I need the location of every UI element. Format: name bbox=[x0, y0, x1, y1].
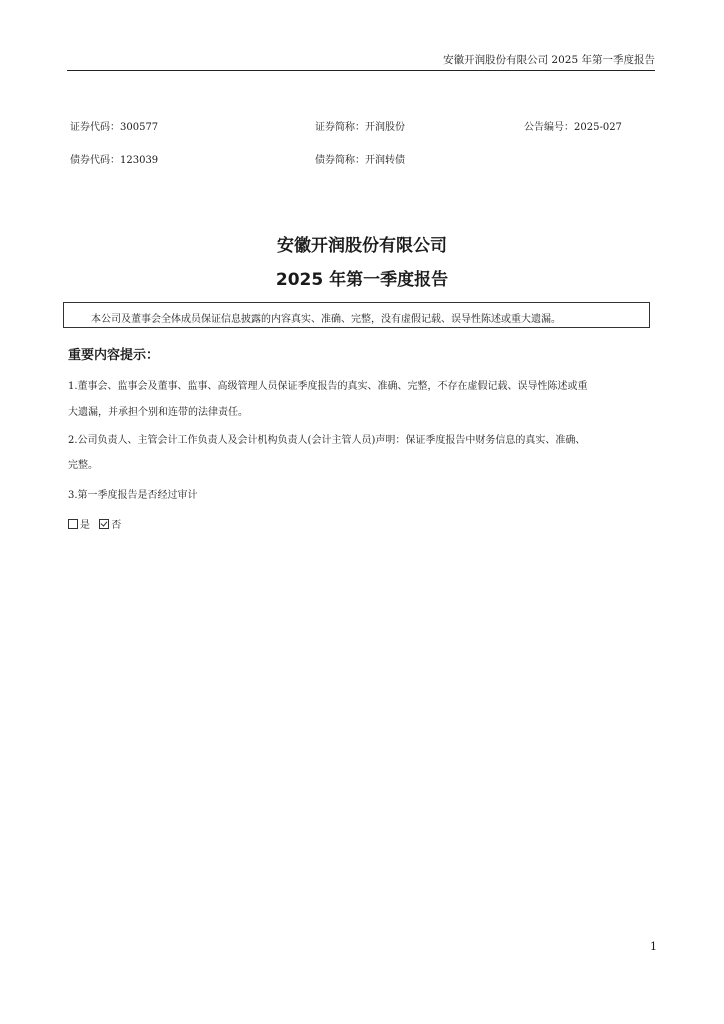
audit-options bbox=[68, 516, 121, 531]
disclosure-notice: 本公司及董事会全体成员保证信息披露的内容真实、准确、完整，没有虚假记载、误导性陈述或重大遗漏。 bbox=[91, 314, 561, 325]
checked-box-icon bbox=[99, 519, 109, 529]
stock-code: 证券代码：300577 bbox=[70, 122, 159, 133]
securities-row-bond bbox=[70, 151, 650, 167]
option-yes-label: 是 bbox=[80, 520, 90, 531]
important-item-2-line-1: 2.公司负责人、主管会计工作负责人及会计机构负责人(会计主管人员)声明：保证季度报告中财务信息的真实、准确、 bbox=[68, 435, 586, 446]
securities-row-stock bbox=[70, 118, 650, 134]
important-item-1-line-2: 大遗漏，并承担个别和连带的法律责任。 bbox=[68, 407, 248, 418]
unchecked-box-icon bbox=[68, 519, 78, 529]
bond-code: 债券代码：123039 bbox=[70, 155, 159, 166]
option-no-label: 否 bbox=[111, 520, 122, 531]
important-item-2-line-2: 完整。 bbox=[68, 460, 98, 471]
page-number: 1 bbox=[650, 940, 657, 953]
important-heading: 重要内容提示： bbox=[68, 348, 160, 363]
running-title: 安徽开润股份有限公司 2025 年第一季度报告 bbox=[443, 54, 655, 66]
important-item-1-line-1: 1.董事会、监事会及董事、监事、高级管理人员保证季度报告的真实、准确、完整，不存在虚假记载、误导性陈述或重 bbox=[68, 381, 588, 392]
disclosure-notice-box bbox=[63, 302, 650, 328]
company-title: 安徽开润股份有限公司 bbox=[277, 236, 447, 256]
bond-abbreviation: 债券简称：开润转债 bbox=[315, 155, 405, 166]
important-item-3: 3.第一季度报告是否经过审计 bbox=[68, 490, 198, 501]
announcement-number: 公告编号：2025-027 bbox=[524, 122, 622, 133]
report-title: 2025 年第一季度报告 bbox=[275, 270, 449, 290]
page-header bbox=[67, 50, 655, 71]
stock-abbreviation: 证券简称：开润股份 bbox=[315, 122, 405, 133]
